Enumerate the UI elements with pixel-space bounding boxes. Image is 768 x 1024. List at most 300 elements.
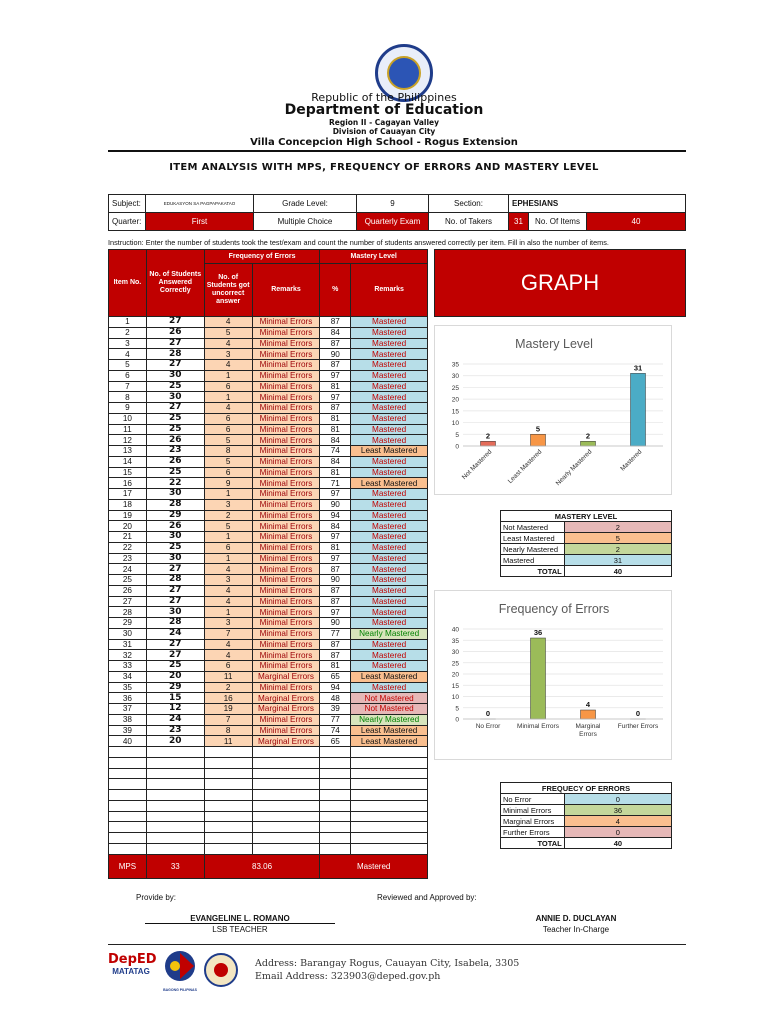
- summary-row: [501, 827, 672, 838]
- table-row: [109, 489, 428, 500]
- correct-count: 27: [146, 650, 204, 661]
- table-row: [109, 338, 428, 349]
- school-seal-logo: [204, 953, 238, 987]
- mastery-percent: 87: [320, 596, 351, 607]
- chart-title: Frequency of Errors: [498, 602, 610, 616]
- correct-count: 27: [146, 639, 204, 650]
- empty-cell: [204, 779, 252, 790]
- empty-cell: [252, 747, 320, 758]
- bar: [531, 434, 546, 446]
- correct-count: 25: [146, 467, 204, 478]
- y-tick-label: 30: [451, 373, 459, 381]
- error-remark: Minimal Errors: [252, 639, 320, 650]
- correct-count: 30: [146, 607, 204, 618]
- correct-count: 29: [146, 682, 204, 693]
- mastery-remark: Mastered: [351, 360, 428, 371]
- deped-wordmark: DepED: [108, 952, 157, 967]
- error-remark: Minimal Errors: [252, 650, 320, 661]
- correct-count: 12: [146, 704, 204, 715]
- table-row: [109, 607, 428, 618]
- mastery-percent: 39: [320, 704, 351, 715]
- mps-value: 33: [146, 854, 204, 878]
- empty-cell: [320, 811, 351, 822]
- table-row: [109, 542, 428, 553]
- mastery-percent: 90: [320, 499, 351, 510]
- item-no: 11: [109, 424, 147, 435]
- mps-percent: 83.06: [204, 854, 320, 878]
- empty-cell: [320, 790, 351, 801]
- email-text: Email Address: 323903@deped.gov.ph: [255, 971, 441, 982]
- incorrect-count: 4: [204, 585, 252, 596]
- incorrect-count: 6: [204, 413, 252, 424]
- table-row: [109, 682, 428, 693]
- mastery-remark: Mastered: [351, 317, 428, 328]
- empty-cell: [320, 779, 351, 790]
- table-row: [109, 714, 428, 725]
- empty-cell: [351, 811, 428, 822]
- head-role: Teacher In-Charge: [542, 925, 610, 934]
- empty-cell: [320, 833, 351, 844]
- mastery-remark: Mastered: [351, 370, 428, 381]
- incorrect-count: 8: [204, 446, 252, 457]
- reviewed-by-label: Reviewed and Approved by:: [377, 893, 477, 902]
- incorrect-count: 5: [204, 456, 252, 467]
- incorrect-count: 1: [204, 607, 252, 618]
- error-remark: Minimal Errors: [252, 424, 320, 435]
- empty-cell: [204, 747, 252, 758]
- summary-row: [501, 533, 672, 544]
- x-tick-label: Mastered: [619, 448, 644, 473]
- error-remark: Minimal Errors: [252, 682, 320, 693]
- error-remark: Minimal Errors: [252, 575, 320, 586]
- data-label: 0: [485, 709, 491, 718]
- header-divider: [108, 150, 686, 152]
- table-row: [109, 478, 428, 489]
- table-row: [109, 499, 428, 510]
- mastery-percent: 97: [320, 532, 351, 543]
- item-no: 21: [109, 532, 147, 543]
- error-remark: Minimal Errors: [252, 370, 320, 381]
- error-remark: Marginal Errors: [252, 671, 320, 682]
- header-remarks-mastery: Remarks: [351, 264, 428, 317]
- incorrect-count: 6: [204, 661, 252, 672]
- error-remark: Minimal Errors: [252, 349, 320, 360]
- table-row: [109, 650, 428, 661]
- y-tick-label: 5: [455, 705, 459, 713]
- mastery-percent: 84: [320, 435, 351, 446]
- summary-label: Further Errors: [501, 827, 565, 838]
- test-type: Multiple Choice: [254, 213, 357, 231]
- empty-cell: [351, 800, 428, 811]
- incorrect-count: 11: [204, 671, 252, 682]
- empty-row: [109, 800, 428, 811]
- empty-row: [109, 811, 428, 822]
- subject-label: Subject:: [109, 195, 146, 213]
- empty-cell: [146, 747, 204, 758]
- mastery-remark: Mastered: [351, 639, 428, 650]
- item-no: 33: [109, 661, 147, 672]
- empty-cell: [252, 843, 320, 854]
- incorrect-count: 3: [204, 499, 252, 510]
- correct-count: 23: [146, 725, 204, 736]
- y-tick-label: 35: [451, 361, 459, 369]
- summary-total-value: 40: [564, 838, 671, 849]
- empty-row: [109, 790, 428, 801]
- deped-logo: [108, 952, 157, 976]
- mastery-percent: 94: [320, 682, 351, 693]
- mastery-percent: 65: [320, 671, 351, 682]
- empty-cell: [109, 790, 147, 801]
- mastery-percent: 48: [320, 693, 351, 704]
- correct-count: 25: [146, 413, 204, 424]
- incorrect-count: 1: [204, 553, 252, 564]
- summary-total-label: TOTAL: [501, 566, 565, 577]
- item-no: 27: [109, 596, 147, 607]
- correct-count: 27: [146, 564, 204, 575]
- mastery-percent: 84: [320, 327, 351, 338]
- y-tick-label: 20: [451, 671, 459, 679]
- empty-row: [109, 779, 428, 790]
- summary-value: 0: [564, 827, 671, 838]
- item-no: 20: [109, 521, 147, 532]
- empty-cell: [109, 779, 147, 790]
- department-text: Department of Education: [284, 102, 484, 118]
- table-row: [109, 596, 428, 607]
- correct-count: 24: [146, 628, 204, 639]
- correct-count: 22: [146, 478, 204, 489]
- incorrect-count: 4: [204, 403, 252, 414]
- x-tick-label: Least Mastered: [506, 448, 544, 486]
- empty-cell: [351, 779, 428, 790]
- incorrect-count: 3: [204, 575, 252, 586]
- mastery-percent: 77: [320, 714, 351, 725]
- empty-row: [109, 843, 428, 854]
- summary-row: [501, 805, 672, 816]
- empty-cell: [146, 768, 204, 779]
- summary-total-value: 40: [564, 566, 671, 577]
- empty-cell: [109, 747, 147, 758]
- correct-count: 27: [146, 403, 204, 414]
- incorrect-count: 1: [204, 392, 252, 403]
- item-no: 12: [109, 435, 147, 446]
- incorrect-count: 3: [204, 349, 252, 360]
- empty-cell: [109, 843, 147, 854]
- item-no: 16: [109, 478, 147, 489]
- empty-cell: [204, 800, 252, 811]
- correct-count: 25: [146, 661, 204, 672]
- mastery-remark: Mastered: [351, 521, 428, 532]
- correct-count: 27: [146, 317, 204, 328]
- item-no: 32: [109, 650, 147, 661]
- empty-cell: [320, 757, 351, 768]
- summary-row: [501, 794, 672, 805]
- item-no: 26: [109, 585, 147, 596]
- mastery-percent: 84: [320, 521, 351, 532]
- empty-cell: [252, 811, 320, 822]
- item-no: 23: [109, 553, 147, 564]
- item-no: 5: [109, 360, 147, 371]
- correct-count: 25: [146, 381, 204, 392]
- empty-cell: [351, 768, 428, 779]
- mastery-remark: Mastered: [351, 489, 428, 500]
- empty-cell: [252, 833, 320, 844]
- empty-cell: [252, 822, 320, 833]
- bar: [531, 638, 546, 719]
- mastery-percent: 87: [320, 338, 351, 349]
- correct-count: 27: [146, 338, 204, 349]
- mastery-remark: Mastered: [351, 456, 428, 467]
- section-value: EPHESIANS: [509, 195, 686, 213]
- mastery-remark: Mastered: [351, 532, 428, 543]
- item-no: 15: [109, 467, 147, 478]
- correct-count: 27: [146, 596, 204, 607]
- empty-cell: [146, 811, 204, 822]
- error-remark: Marginal Errors: [252, 693, 320, 704]
- summary-row: [501, 816, 672, 827]
- data-label: 2: [585, 431, 591, 441]
- subject-value: EDUKASYON SA PAGPAPAKATAO: [146, 195, 254, 213]
- mastery-remark: Least Mastered: [351, 478, 428, 489]
- exam-type: Quarterly Exam: [357, 213, 429, 231]
- y-tick-label: 25: [451, 384, 459, 392]
- x-tick-label: Errors: [579, 731, 597, 738]
- mastery-remark: Least Mastered: [351, 725, 428, 736]
- error-remark: Minimal Errors: [252, 553, 320, 564]
- address-text: Address: Barangay Rogus, Cauayan City, Isabela, 3305: [255, 958, 520, 969]
- item-no: 28: [109, 607, 147, 618]
- summary-label: Minimal Errors: [501, 805, 565, 816]
- correct-count: 15: [146, 693, 204, 704]
- mastery-level-chart: [435, 326, 673, 496]
- item-no: 3: [109, 338, 147, 349]
- item-no: 35: [109, 682, 147, 693]
- errors-chart-card: [434, 590, 672, 760]
- republic-text: Republic of the Philippines: [311, 91, 457, 104]
- incorrect-count: 4: [204, 317, 252, 328]
- mastery-remark: Mastered: [351, 510, 428, 521]
- table-row: [109, 618, 428, 629]
- correct-count: 27: [146, 585, 204, 596]
- empty-cell: [204, 822, 252, 833]
- mastery-remark: Mastered: [351, 499, 428, 510]
- error-remark: Minimal Errors: [252, 628, 320, 639]
- table-body: [109, 317, 428, 855]
- table-row: [109, 403, 428, 414]
- empty-cell: [252, 779, 320, 790]
- item-no: 25: [109, 575, 147, 586]
- item-no: 38: [109, 714, 147, 725]
- empty-cell: [351, 790, 428, 801]
- correct-count: 25: [146, 542, 204, 553]
- item-no: 8: [109, 392, 147, 403]
- empty-cell: [252, 768, 320, 779]
- chart-title: Mastery Level: [515, 337, 593, 351]
- table-row: [109, 725, 428, 736]
- incorrect-count: 2: [204, 682, 252, 693]
- instruction-text: Instruction: Enter the number of students took the test/exam and count the number of students answered correctly per item. Fill in also the number of items.: [108, 238, 609, 247]
- graph-banner: GRAPH: [434, 249, 686, 317]
- error-remark: Minimal Errors: [252, 446, 320, 457]
- item-no: 34: [109, 671, 147, 682]
- correct-count: 28: [146, 575, 204, 586]
- items-label: No. Of Items: [529, 213, 587, 231]
- mps-remark: Mastered: [320, 854, 428, 878]
- mastery-percent: 94: [320, 510, 351, 521]
- summary-row: [501, 555, 672, 566]
- empty-cell: [320, 800, 351, 811]
- empty-cell: [204, 768, 252, 779]
- error-remark: Minimal Errors: [252, 456, 320, 467]
- mastery-remark: Mastered: [351, 424, 428, 435]
- incorrect-count: 6: [204, 381, 252, 392]
- error-remark: Minimal Errors: [252, 413, 320, 424]
- summary-value: 4: [564, 816, 671, 827]
- correct-count: 30: [146, 532, 204, 543]
- y-tick-label: 0: [455, 443, 459, 451]
- error-remark: Minimal Errors: [252, 381, 320, 392]
- incorrect-count: 3: [204, 618, 252, 629]
- item-no: 7: [109, 381, 147, 392]
- mastery-remark: Mastered: [351, 553, 428, 564]
- empty-cell: [146, 790, 204, 801]
- table-row: [109, 671, 428, 682]
- incorrect-count: 2: [204, 510, 252, 521]
- correct-count: 28: [146, 349, 204, 360]
- empty-cell: [109, 768, 147, 779]
- x-tick-label: Marginal: [575, 723, 601, 730]
- summary-total-label: TOTAL: [501, 838, 565, 849]
- table-row: [109, 360, 428, 371]
- table-row: [109, 370, 428, 381]
- table-row: [109, 381, 428, 392]
- item-no: 18: [109, 499, 147, 510]
- table-row: [109, 446, 428, 457]
- summary-label: Not Mastered: [501, 522, 565, 533]
- table-row: [109, 585, 428, 596]
- header-mastery: Mastery Level: [320, 250, 428, 264]
- empty-row: [109, 833, 428, 844]
- table-row: [109, 628, 428, 639]
- table-row: [109, 327, 428, 338]
- mastery-remark: Mastered: [351, 596, 428, 607]
- mastery-remark: Mastered: [351, 349, 428, 360]
- mastery-percent: 74: [320, 446, 351, 457]
- correct-count: 23: [146, 446, 204, 457]
- incorrect-count: 8: [204, 725, 252, 736]
- mastery-remark: Mastered: [351, 650, 428, 661]
- summary-value: 2: [564, 522, 671, 533]
- info-table: [108, 194, 686, 231]
- mastery-remark: Mastered: [351, 467, 428, 478]
- summary-value: 36: [564, 805, 671, 816]
- table-row: [109, 467, 428, 478]
- mastery-percent: 97: [320, 392, 351, 403]
- summary-title: FREQUECY OF ERRORS: [501, 783, 672, 794]
- header-correct: No. of Students Answered Correctly: [146, 250, 204, 317]
- incorrect-count: 4: [204, 639, 252, 650]
- section-label: Section:: [429, 195, 509, 213]
- empty-cell: [320, 768, 351, 779]
- mastery-percent: 90: [320, 575, 351, 586]
- incorrect-count: 6: [204, 542, 252, 553]
- item-no: 19: [109, 510, 147, 521]
- mastery-percent: 81: [320, 381, 351, 392]
- error-remark: Minimal Errors: [252, 607, 320, 618]
- empty-cell: [109, 811, 147, 822]
- takers-label: No. of Takers: [429, 213, 509, 231]
- item-no: 24: [109, 564, 147, 575]
- x-tick-label: Nearly Mastered: [554, 448, 594, 488]
- incorrect-count: 7: [204, 628, 252, 639]
- table-row: [109, 521, 428, 532]
- y-tick-label: 15: [451, 408, 459, 416]
- table-row: [109, 639, 428, 650]
- mastery-percent: 81: [320, 542, 351, 553]
- empty-cell: [204, 843, 252, 854]
- item-no: 30: [109, 628, 147, 639]
- correct-count: 30: [146, 392, 204, 403]
- table-row: [109, 704, 428, 715]
- incorrect-count: 7: [204, 714, 252, 725]
- error-remark: Minimal Errors: [252, 564, 320, 575]
- data-label: 31: [633, 363, 643, 373]
- empty-cell: [351, 747, 428, 758]
- summary-label: No Error: [501, 794, 565, 805]
- item-no: 4: [109, 349, 147, 360]
- table-row: [109, 553, 428, 564]
- correct-count: 29: [146, 510, 204, 521]
- empty-cell: [320, 822, 351, 833]
- mastery-percent: 97: [320, 489, 351, 500]
- data-label: 5: [535, 424, 541, 434]
- header-percent: %: [320, 264, 351, 317]
- error-remark: Minimal Errors: [252, 327, 320, 338]
- takers-value: 31: [509, 213, 529, 231]
- table-row: [109, 392, 428, 403]
- mastery-chart-card: [434, 325, 672, 495]
- summary-title: MASTERY LEVEL: [501, 511, 672, 522]
- error-remark: Minimal Errors: [252, 521, 320, 532]
- division-text: Division of Cauayan City: [332, 127, 436, 136]
- mastery-percent: 81: [320, 467, 351, 478]
- mastery-percent: 87: [320, 639, 351, 650]
- bar: [581, 710, 596, 719]
- summary-label: Least Mastered: [501, 533, 565, 544]
- mastery-percent: 77: [320, 628, 351, 639]
- data-label: 4: [585, 700, 591, 709]
- item-no: 22: [109, 542, 147, 553]
- table-row: [109, 575, 428, 586]
- mastery-remark: Mastered: [351, 381, 428, 392]
- empty-cell: [109, 757, 147, 768]
- empty-cell: [109, 822, 147, 833]
- correct-count: 20: [146, 736, 204, 747]
- mastery-remark: Mastered: [351, 338, 428, 349]
- error-remark: Marginal Errors: [252, 736, 320, 747]
- mastery-percent: 90: [320, 618, 351, 629]
- mastery-percent: 65: [320, 736, 351, 747]
- error-remark: Minimal Errors: [252, 467, 320, 478]
- item-no: 2: [109, 327, 147, 338]
- mastery-percent: 87: [320, 360, 351, 371]
- table-row: [109, 736, 428, 747]
- table-row: [109, 456, 428, 467]
- item-no: 10: [109, 413, 147, 424]
- item-no: 6: [109, 370, 147, 381]
- incorrect-count: 6: [204, 467, 252, 478]
- y-tick-label: 0: [455, 716, 459, 724]
- x-tick-label: Further Errors: [617, 723, 659, 730]
